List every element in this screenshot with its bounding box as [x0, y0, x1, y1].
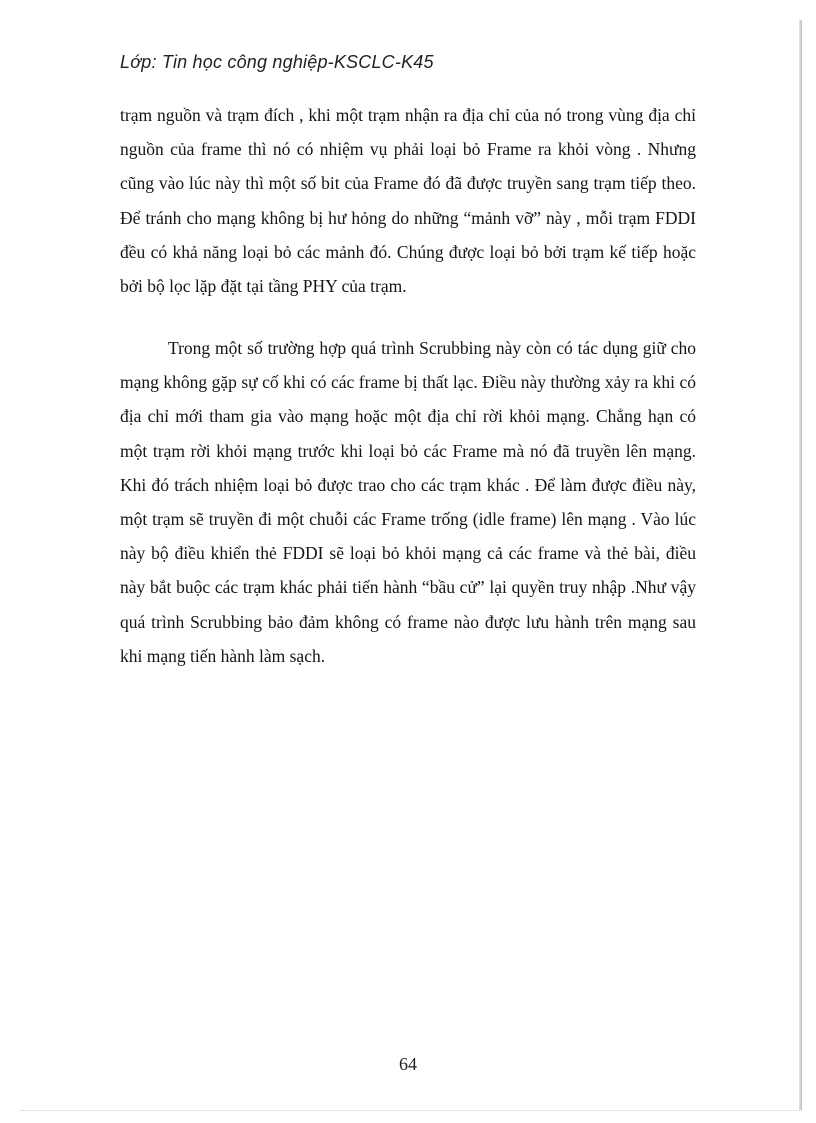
running-header: Lớp: Tin học công nghiệp-KSCLC-K45 — [120, 52, 434, 72]
paragraph-1: trạm nguồn và trạm đích , khi một trạm nhận ra địa chỉ của nó trong vùng địa chỉ nguồn của frame thì nó có nhiệm vụ phải loại bỏ Frame ra khỏi vòng . Nhưng cũng vào lúc này thì một số bit của Frame đó đã được truyền sang trạm tiếp theo. Để tránh cho mạng không bị hư hỏng do những “mảnh vỡ” này , mỗi trạm FDDI đều có khả năng loại bỏ các mảnh đó. Chúng được loại bỏ bởi trạm kế tiếp hoặc bởi bộ lọc lặp đặt tại tầng PHY của trạm. — [120, 105, 696, 297]
page-bottom-border — [20, 1110, 802, 1111]
page-edge-shadow — [799, 20, 802, 1110]
page-number: 64 — [399, 1054, 417, 1074]
paragraph-2: Trong một số trường hợp quá trình Scrubbing này còn có tác dụng giữ cho mạng không gặp sự cố khi có các frame bị thất lạc. Điều này thường xảy ra khi có địa chỉ mới tham gia vào mạng hoặc một địa chỉ rời khỏi mạng. Chẳng hạn có một trạm rời khỏi mạng trước khi loại bỏ các Frame mà nó đã truyền lên mạng. Khi đó trách nhiệm loại bỏ được trao cho các trạm khác . Để làm được điều này, một trạm sẽ truyền đi một chuỗi các Frame trống (idle frame) lên mạng . Vào lúc này bộ điều khiển thẻ FDDI sẽ loại bỏ khỏi mạng cả các frame và thẻ bài, điều này bắt buộc các trạm khác phải tiến hành “bầu cử” lại quyền truy nhập .Như vậy quá trình Scrubbing bảo đảm không có frame nào được lưu hành trên mạng sau khi mạng tiến hành làm sạch. — [120, 338, 696, 666]
